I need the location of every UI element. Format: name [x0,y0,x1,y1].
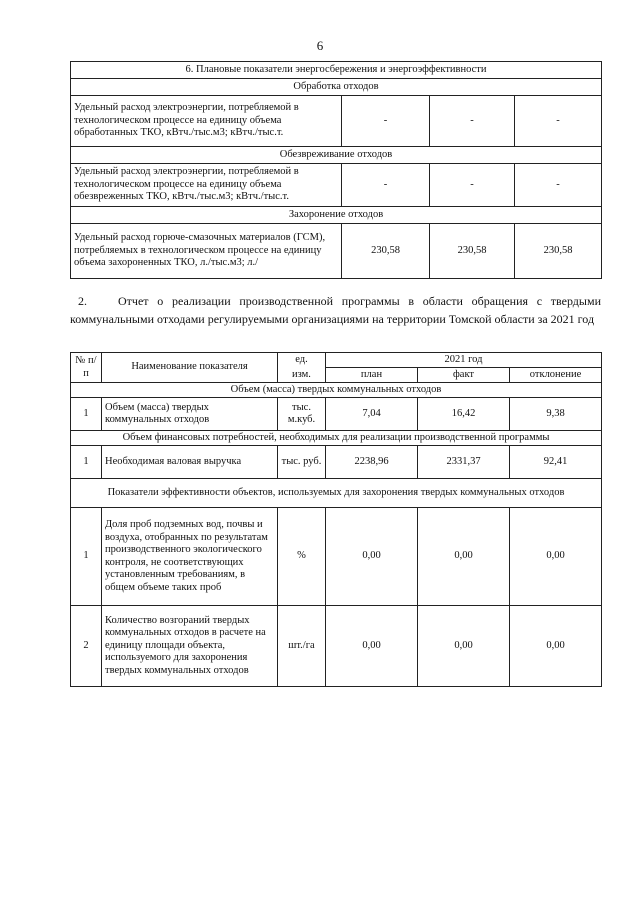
row-name: Объем (масса) твердых коммунальных отходов [102,398,278,431]
table1-row-value: - [342,96,430,147]
row-deviation: 0,00 [510,508,602,606]
section-number: 2. [78,294,87,308]
row-plan: 0,00 [326,508,418,606]
energy-efficiency-table [70,61,602,279]
header-deviation: отклонение [510,368,602,383]
header-unit-line2: изм. [278,368,326,383]
table1-row-name: Удельный расход электроэнергии, потребляемой в технологическом процессе на единицу объема обезвреженных ТКО, кВтч./тыс.м3; кВтч./тыс.т. [71,164,342,207]
row-deviation: 92,41 [510,446,602,479]
row-plan: 7,04 [326,398,418,431]
table1-row-value: - [430,164,515,207]
row-unit: шт./га [278,606,326,687]
row-unit: тыс. м.куб. [278,398,326,431]
table1-section-header: Захоронение отходов [71,207,602,224]
table1-row-name: Удельный расход горюче-смазочных материалов (ГСМ), потребляемых в технологическом процессе на единицу объема захороненных ТКО, л./тыс.м3; л./ [71,224,342,279]
row-fact: 16,42 [418,398,510,431]
page-number: 6 [316,38,324,53]
row-name: Необходимая валовая выручка [102,446,278,479]
table1-section-header: Обезвреживание отходов [71,147,602,164]
table1-row-name: Удельный расход электроэнергии, потребляемой в технологическом процессе на единицу объема обработанных ТКО, кВтч./тыс.м3; кВтч./тыс.т. [71,96,342,147]
row-number: 1 [71,446,102,479]
table1-row-value: - [515,96,602,147]
table1-row-value: - [342,164,430,207]
production-program-report-table [70,352,602,687]
table1-row-value: - [515,164,602,207]
section-text: Отчет о реализации производственной программы в области обращения с твердыми коммунальными отходами регулируемыми организациями на территории Томской области за 2021 год [70,294,601,326]
row-name: Количество возгораний твердых коммунальных отходов в расчете на единицу площади объекта, используемого для захоронения твердых коммунальных отходов [102,606,278,687]
row-number: 1 [71,398,102,431]
header-year: 2021 год [326,353,602,368]
row-fact: 0,00 [418,606,510,687]
section-2-paragraph [70,292,601,328]
header-fact: факт [418,368,510,383]
section-header: Показатели эффективности объектов, используемых для захоронения твердых коммунальных отходов [71,479,602,508]
section-header: Объем (масса) твердых коммунальных отходов [71,383,602,398]
row-fact: 2331,37 [418,446,510,479]
row-deviation: 9,38 [510,398,602,431]
table1-row-value: 230,58 [430,224,515,279]
row-plan: 2238,96 [326,446,418,479]
row-unit: тыс. руб. [278,446,326,479]
section-header: Объем финансовых потребностей, необходимых для реализации производственной программы [71,431,602,446]
header-number: № п/п [71,353,102,383]
row-plan: 0,00 [326,606,418,687]
header-plan: план [326,368,418,383]
row-name: Доля проб подземных вод, почвы и воздуха, отобранных по результатам производственного экологического контроля, не соответствующих установленным требованиям, в общем объеме таких проб [102,508,278,606]
row-number: 2 [71,606,102,687]
row-fact: 0,00 [418,508,510,606]
table1-row-value: - [430,96,515,147]
table1-row-value: 230,58 [515,224,602,279]
header-name: Наименование показателя [102,353,278,383]
row-deviation: 0,00 [510,606,602,687]
header-unit: ед. [278,353,326,368]
row-number: 1 [71,508,102,606]
table1-row-value: 230,58 [342,224,430,279]
table1-section-header: Обработка отходов [71,79,602,96]
table1-title: 6. Плановые показатели энергосбережения и энергоэффективности [71,62,602,79]
row-unit: % [278,508,326,606]
